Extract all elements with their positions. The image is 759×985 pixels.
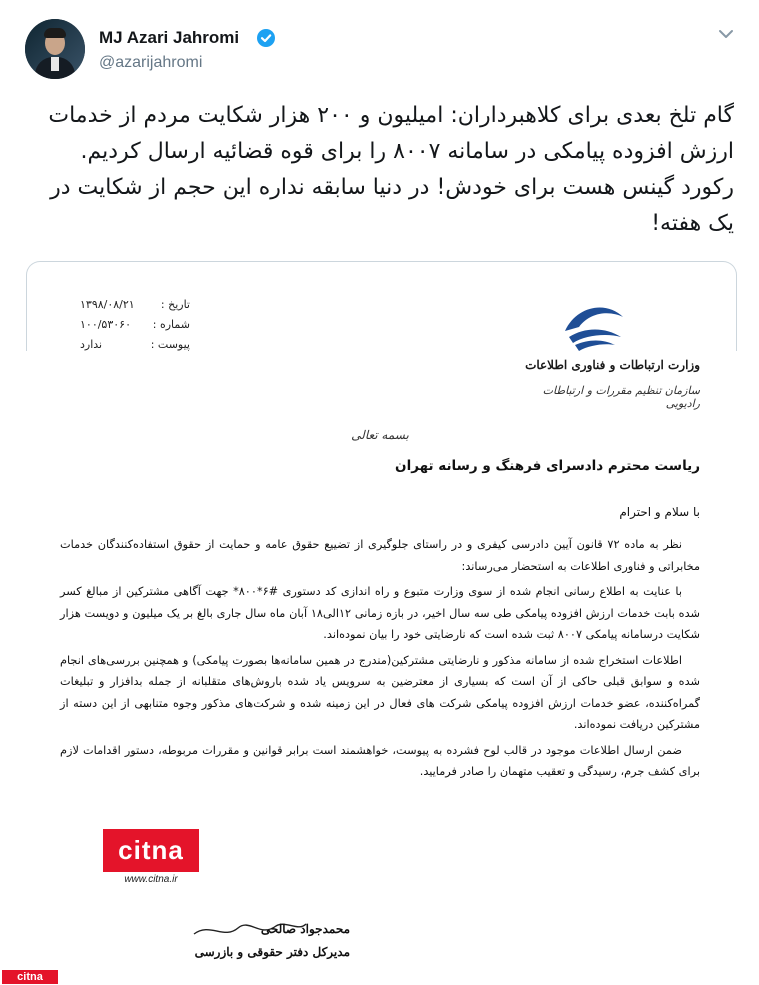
verified-badge-icon	[257, 29, 275, 47]
greeting: با سلام و احترام	[619, 505, 700, 519]
letter-meta	[80, 295, 190, 355]
paragraph: با عنایت به اطلاع رسانی انجام شده از سوی وزارت متبوع و راه اندازی کد دستوری #۶*۸۰۰* جهت آگاهی مشترکین از مبالغ کسر شده بابت خدمات ارزش افزوده پیامکی طی سه سال اخیر، در بازه زمانی ۱۲الی۱۸ آبان ماه سال جاری بالغ بر یک میلیون و دویست هزار شکایت درسامانه پیامکی ۸۰۰۷ ثبت شده است که نارضایتی خود را بیان نموده‌اند.	[60, 585, 700, 641]
bismillah: بسمه تعالی	[351, 428, 409, 442]
attachment-label: پیوست :	[150, 338, 190, 351]
date-label: تاریخ :	[160, 298, 190, 311]
corner-watermark	[2, 970, 58, 984]
citna-url: www.citna.ir	[124, 874, 178, 885]
signature-name: محمدجواد صالحی	[260, 922, 350, 936]
letter-body	[60, 534, 700, 787]
date-value: ۱۳۹۸/۰۸/۲۱	[80, 298, 135, 311]
author-handle[interactable]: @azarijahromi	[99, 54, 203, 71]
signature-title: مدیرکل دفتر حقوقی و بازرسی	[194, 945, 350, 959]
citna-logo	[103, 829, 199, 872]
paragraph: ضمن ارسال اطلاعات موجود در قالب لوح فشرده به پیوست، خواهشمند است برابر قوانین و مقررات مربوطه، دستور اقدامات لازم برای کشف جرم، رسیدگی و تعقیب متهمان را صادر فرمایید.	[60, 743, 700, 778]
number-value: ۱۰۰/۵۳۰۶۰	[80, 318, 131, 331]
citna-logo-text: citna	[118, 835, 184, 865]
organization-name: سازمان تنظیم مقررات و ارتباطات رادیویی	[542, 384, 700, 410]
ministry-name: وزارت ارتباطات و فناوری اطلاعات	[525, 358, 700, 372]
recipient: ریاست محترم دادسرای فرهنگ و رسانه تهران	[395, 458, 700, 474]
ministry-logo-icon	[555, 297, 635, 357]
number-label: شماره :	[152, 318, 190, 331]
corner-watermark-text: citna	[17, 971, 43, 983]
attachment-value: ندارد	[80, 338, 103, 351]
tweet-text: گام تلخ بعدی برای کلاهبرداران: امیلیون و ۲۰۰ هزار شکایت مردم از خدمات ارزش افزوده پیامکی در سامانه ۸۰۰۷ را برای قوه قضائیه ارسال کردیم. رکورد گینس هست برای خودش! در دنیا سابقه نداره این حجم از شکایت در یک هفته!	[48, 103, 734, 236]
avatar[interactable]	[25, 19, 85, 79]
paragraph: اطلاعات استخراج شده از سامانه مذکور و نارضایتی مشترکین(مندرج در همین سامانه‌ها بصورت پیامکی) و همچنین بررسی‌های انجام شده و سوابق قبلی حاکی از آن است که بسیاری از معترضین به سرویس یاد شده باروش‌های متقلبانه از جمله بدافزار و تبلیغات گمراه‌کننده، عضو خدمات ارزش افزوده پیامکی شرکت های فعال در این زمینه شده و شرکت‌های مذکور وجوه متنابهی از این دسته از مشترکین دریافت نموده‌اند.	[60, 653, 700, 731]
chevron-down-icon[interactable]	[716, 24, 736, 44]
author-name[interactable]: MJ Azari Jahromi	[99, 28, 240, 47]
paragraph: نظر به ماده ۷۲ قانون آیین دادرسی کیفری و در راستای جلوگیری از تضییع حقوق عامه و حمایت از حقوق استفاده‌کنندگان خدمات مخابراتی و فناوری اطلاعات به استحضار می‌رساند:	[60, 538, 700, 573]
